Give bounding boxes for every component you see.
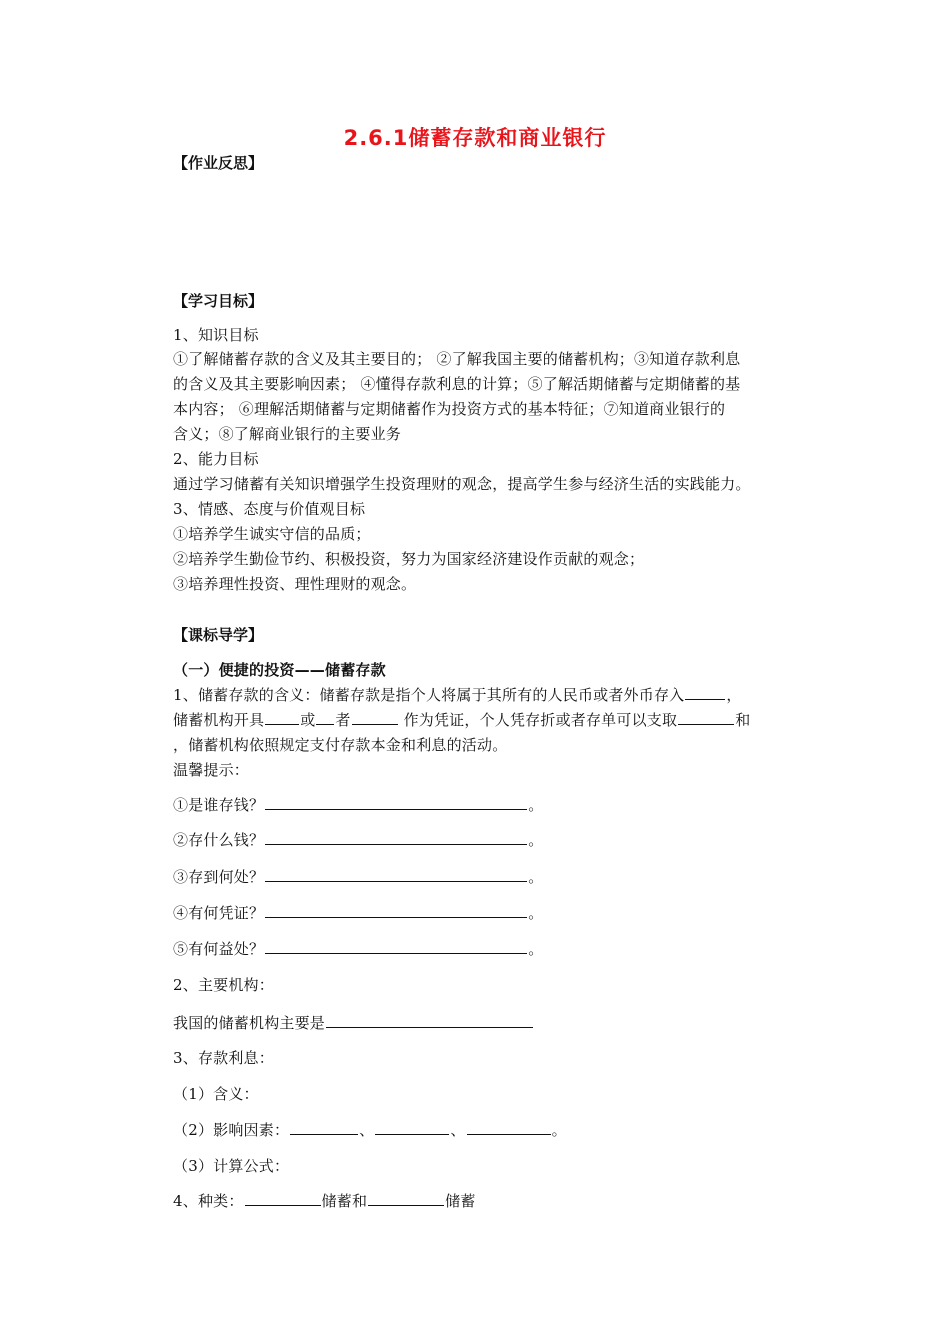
knowledge-goal-line: 的含义及其主要影响因素； ④懂得存款利息的计算；⑤了解活期储蓄与定期储蓄的基 <box>173 375 741 393</box>
types-text: 储蓄和 <box>321 1192 368 1210</box>
definition-line-1 <box>173 684 813 705</box>
knowledge-goal-line: 本内容； ⑥理解活期储蓄与定期储蓄作为投资方式的基本特征；⑦知道商业银行的 <box>173 400 726 418</box>
interest-heading: 3、存款利息： <box>173 1049 274 1067</box>
answer-blank[interactable] <box>245 1191 321 1206</box>
answer-blank[interactable] <box>467 1120 551 1135</box>
fill-blank[interactable] <box>316 710 334 725</box>
section-goals-heading: 【学习目标】 <box>173 292 264 310</box>
tip-question <box>173 938 813 959</box>
types-label: 4、种类： <box>173 1192 244 1210</box>
tip-question-text: ④有何凭证？ <box>173 904 265 922</box>
tip-question <box>173 794 813 815</box>
fill-blank[interactable] <box>685 685 725 700</box>
definition-line-2 <box>173 709 813 730</box>
answer-blank[interactable] <box>375 1120 449 1135</box>
value-goal-line: ③培养理性投资、理性理财的观念。 <box>173 575 417 593</box>
tip-question <box>173 866 813 887</box>
separator: 、 <box>359 1121 375 1139</box>
tips-label: 温馨提示： <box>173 761 250 779</box>
answer-blank[interactable] <box>368 1191 444 1206</box>
knowledge-goal-line: ①了解储蓄存款的含义及其主要目的； ②了解我国主要的储蓄机构；③知道存款利息 <box>173 350 741 368</box>
tip-question-text: ②存什么钱？ <box>173 831 265 849</box>
answer-blank[interactable] <box>265 903 527 918</box>
definition-line-3: ，储蓄机构依照规定支付存款本金和利息的活动。 <box>173 736 508 754</box>
interest-factors <box>173 1119 813 1140</box>
tip-question <box>173 829 813 850</box>
institutions-heading: 2、主要机构： <box>173 976 274 994</box>
section-guide-heading: 【课标导学】 <box>173 626 264 644</box>
separator: 、 <box>450 1121 466 1139</box>
fill-blank[interactable] <box>352 710 398 725</box>
factors-label: （2）影响因素： <box>173 1121 290 1139</box>
definition-text: ， <box>726 686 742 704</box>
interest-formula: （3）计算公式： <box>173 1157 290 1175</box>
period: 。 <box>528 796 544 814</box>
section-reflection-heading: 【作业反思】 <box>173 154 264 172</box>
institutions-line <box>173 1012 813 1033</box>
value-goal-line: ②培养学生勤俭节约、积极投资，努力为国家经济建设作贡献的观念； <box>173 550 645 568</box>
savings-types <box>173 1190 813 1211</box>
fill-blank[interactable] <box>678 710 734 725</box>
period: 。 <box>528 868 544 886</box>
knowledge-goals-heading: 1、知识目标 <box>173 326 259 344</box>
ability-goals-heading: 2、能力目标 <box>173 450 259 468</box>
answer-blank[interactable] <box>290 1120 358 1135</box>
answer-blank[interactable] <box>265 795 527 810</box>
period: 。 <box>528 904 544 922</box>
period: 。 <box>551 1121 567 1139</box>
ability-goals-text: 通过学习储蓄有关知识增强学生投资理财的观念，提高学生参与经济生活的实践能力。 <box>173 475 751 493</box>
period: 。 <box>528 940 544 958</box>
definition-text: 储蓄机构开具 <box>173 711 265 729</box>
answer-blank[interactable] <box>326 1013 533 1028</box>
definition-text: 者 <box>335 711 351 729</box>
answer-blank[interactable] <box>265 867 527 882</box>
definition-text: 或 <box>300 711 316 729</box>
value-goal-line: ①培养学生诚实守信的品质； <box>173 525 371 543</box>
fill-blank[interactable] <box>265 710 299 725</box>
tip-question-text: ①是谁存钱？ <box>173 796 265 814</box>
tip-question <box>173 902 813 923</box>
guide-subheading: （一）便捷的投资——储蓄存款 <box>173 661 386 679</box>
answer-blank[interactable] <box>265 830 527 845</box>
interest-meaning: （1）含义： <box>173 1085 259 1103</box>
institutions-text: 我国的储蓄机构主要是 <box>173 1014 326 1032</box>
tip-question-text: ③存到何处？ <box>173 868 265 886</box>
period: 。 <box>528 831 544 849</box>
tip-question-text: ⑤有何益处？ <box>173 940 265 958</box>
definition-text: 和 <box>735 711 751 729</box>
types-text: 储蓄 <box>445 1192 476 1210</box>
definition-text: 作为凭证，个人凭存折或者存单可以支取 <box>398 711 678 729</box>
answer-blank[interactable] <box>265 939 527 954</box>
document-title: 2.6.1储蓄存款和商业银行 <box>343 126 607 150</box>
value-goals-heading: 3、情感、态度与价值观目标 <box>173 500 366 518</box>
definition-text: 1、储蓄存款的含义：储蓄存款是指个人将属于其所有的人民币或者外币存入 <box>173 686 685 704</box>
knowledge-goal-line: 含义；⑧了解商业银行的主要业务 <box>173 425 402 443</box>
